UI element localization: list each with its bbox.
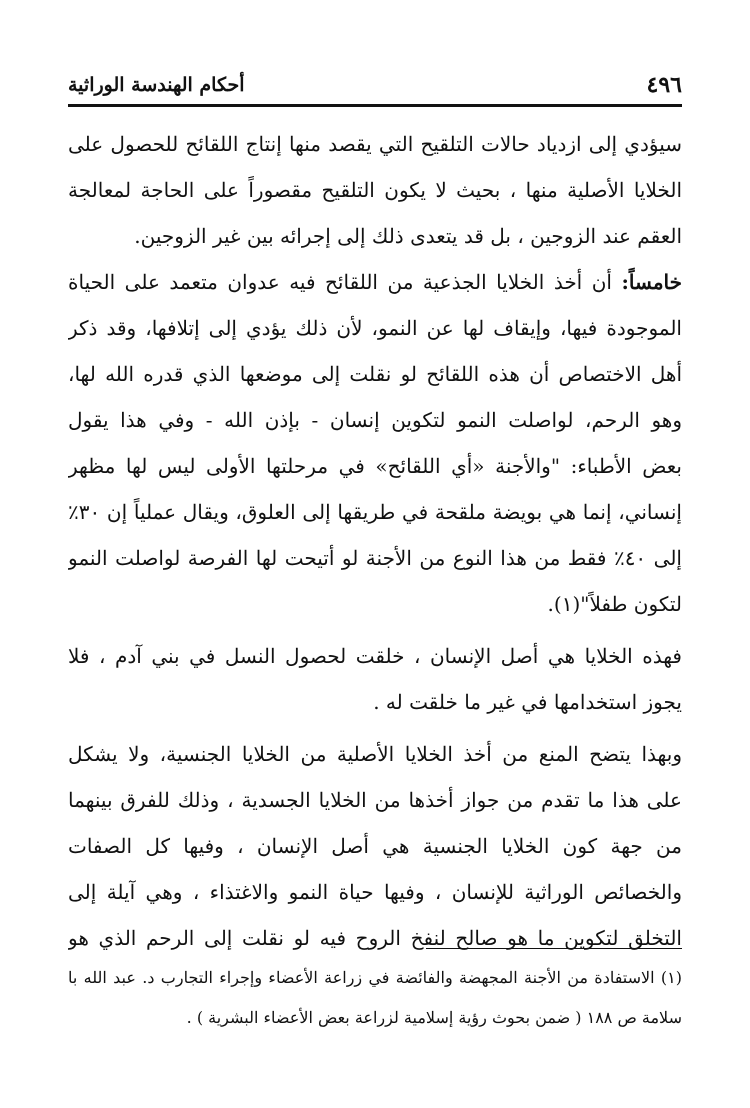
text-line: وبهذا يتضح المنع من أخذ الخلايا الأصلية من الخلايا الجنسية، ولا يشكل (68, 742, 682, 766)
text-line: الخلايا الأصلية منها ، بحيث لا يكون التلقيح مقصوراً على الحاجة لمعالجة (68, 178, 682, 202)
text-line: وهو الرحم، لواصلت النمو لتكوين إنسان - بإذن الله - وفي هذا يقول (68, 408, 682, 432)
text-line: التخلق لتكوين ما هو صالح لنفخ الروح فيه لو نقلت إلى الرحم الذي هو (68, 926, 682, 950)
text-line: على هذا ما تقدم من جواز أخذها من الخلايا الجسدية ، وذلك للفرق بينهما (68, 788, 682, 812)
text-line: بعض الأطباء: "والأجنة «أي اللقائح» في مرحلتها الأولى ليس لها مظهر (68, 454, 682, 478)
text-line: أن أخذ الخلايا الجذعية من اللقائح فيه عدوان متعمد على الحياة (68, 270, 612, 294)
footnote-line: سلامة ص ١٨٨ ( ضمن بحوث رؤية إسلامية لزراعة بعض الأعضاء البشرية ) . (186, 1008, 682, 1027)
text-line: فهذه الخلايا هي أصل الإنسان ، خلقت لحصول النسل في بني آدم ، فلا (68, 644, 682, 668)
footnote-divider (426, 948, 682, 949)
text-line: العقم عند الزوجين ، بل قد يتعدى ذلك إلى إجرائه بين غير الزوجين. (134, 224, 682, 248)
footnotes (68, 958, 682, 1038)
text-line: أهل الاختصاص أن هذه اللقائح لو نقلت إلى موضعها الذي قدره الله لها، (68, 362, 682, 386)
lead-word: خامساً: (621, 270, 682, 294)
text-line: سيؤدي إلى ازدياد حالات التلقيح التي يقصد منها إنتاج اللقائح للحصول على (68, 132, 682, 156)
text-line: الموجودة فيها، وإيقاف لها عن النمو، لأن ذلك يؤدي إلى إتلافها، وقد ذكر (68, 316, 682, 340)
text-line: والخصائص الوراثية للإنسان ، وفيها حياة النمو والاغتذاء ، وهي آيلة إلى (68, 880, 682, 904)
text-line: يجوز استخدامها في غير ما خلقت له . (373, 690, 682, 714)
text-line: إنساني، إنما هي بويضة ملقحة في طريقها إلى العلوق، ويقال عملياً إن ٣٠٪ (68, 500, 682, 524)
body-text (68, 121, 682, 961)
header-divider (68, 104, 682, 107)
footnote-line: (١) الاستفادة من الأجنة المجهضة والفائضة في زراعة الأعضاء وإجراء التجارب د. عبد الله با (68, 968, 682, 987)
running-title: أحكام الهندسة الوراثية (68, 74, 245, 96)
paragraph-fifth (68, 259, 682, 305)
page-header (68, 72, 682, 102)
text-line: من جهة كون الخلايا الجنسية هي أصل الإنسان ، وفيها كل الصفات (68, 834, 682, 858)
text-line: لتكون طفلاً"(١). (547, 592, 682, 616)
text-line: إلى ٤٠٪ فقط من هذا النوع من الأجنة لو أتيحت لها الفرصة لواصلت النمو (68, 546, 682, 570)
page-number: ٤٩٦ (646, 72, 682, 98)
